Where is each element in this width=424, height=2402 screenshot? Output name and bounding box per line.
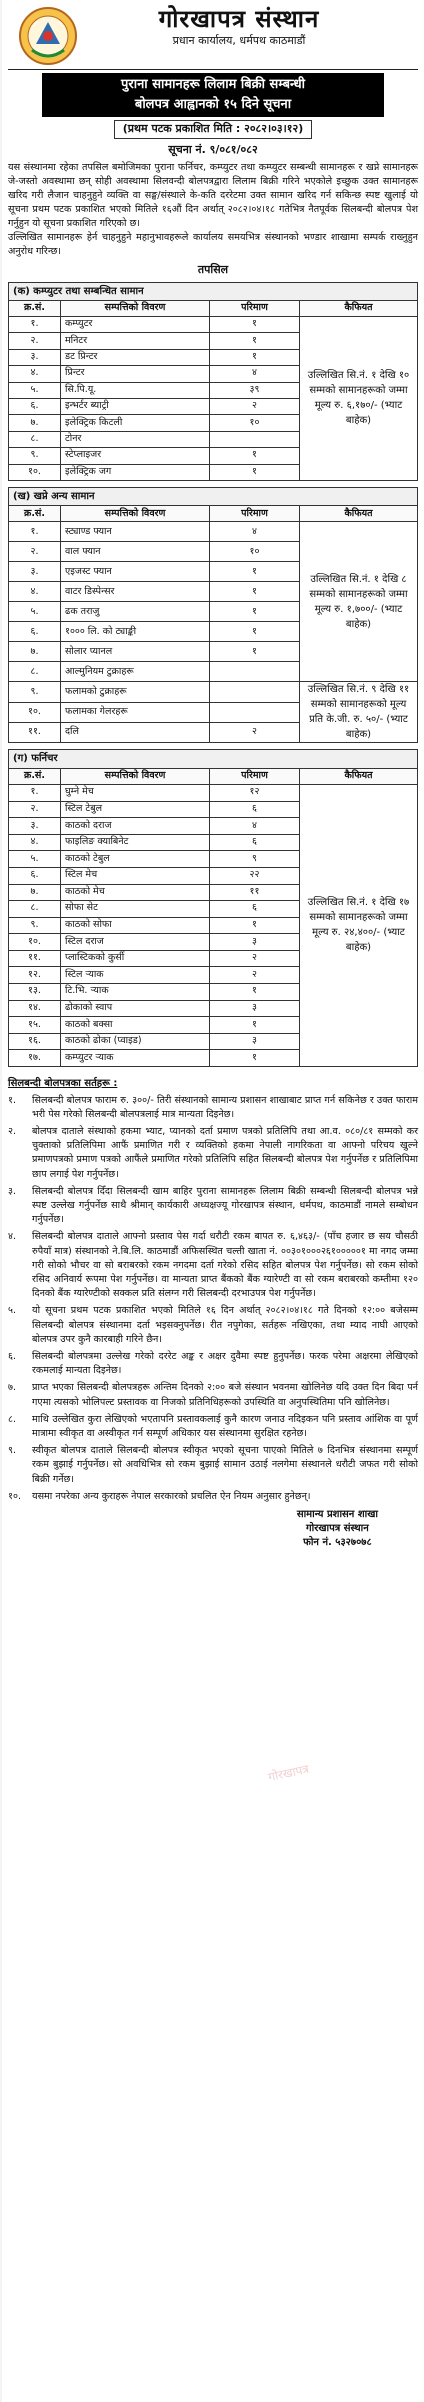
description-cell: फलामका गेलरहरू	[61, 702, 210, 722]
quantity-cell	[210, 682, 300, 702]
serial-cell: ६.	[9, 398, 61, 414]
col-quantity: परिमाण	[210, 506, 300, 522]
quantity-cell: ६	[210, 801, 300, 818]
description-cell: ढोकाको स्वाप	[61, 1000, 210, 1017]
term-number: २.	[8, 1125, 17, 1137]
description-cell: स्टिल मेच	[61, 867, 210, 884]
section-a-table	[8, 300, 418, 481]
serial-cell: ३.	[9, 349, 61, 365]
description-cell: काठको बक्सा	[61, 1017, 210, 1034]
term-item	[8, 1350, 418, 1378]
quantity-cell: २	[210, 950, 300, 967]
serial-cell: १५.	[9, 1017, 61, 1034]
emblem-seal-icon	[18, 6, 78, 66]
serial-cell: ७.	[9, 884, 61, 901]
serial-cell: १०.	[9, 464, 61, 480]
term-number: ९.	[8, 1445, 17, 1457]
quantity-cell: २	[210, 723, 300, 743]
table-header-row	[9, 768, 418, 784]
col-remark: कैफियत	[300, 506, 418, 522]
quantity-cell: ३	[210, 1000, 300, 1017]
quantity-cell: ३	[210, 1033, 300, 1050]
quantity-cell: ६	[210, 834, 300, 851]
serial-cell: ४.	[9, 834, 61, 851]
quantity-cell: १	[210, 602, 300, 622]
title-line-1: पुराना सामानहरू लिलाम बिक्री सम्बन्धी	[121, 77, 305, 92]
col-description: सम्पत्तिको विवरण	[61, 301, 210, 317]
col-remark: कैफियत	[300, 301, 418, 317]
tapsil-heading: तपसिल	[197, 262, 229, 276]
serial-cell: ५.	[9, 382, 61, 398]
serial-cell: १७.	[9, 1050, 61, 1067]
serial-cell: ३.	[9, 818, 61, 835]
description-cell: प्रिन्टर	[61, 366, 210, 382]
serial-cell: १.	[9, 522, 61, 542]
term-text: बोलपत्र दाताले संस्थाको हकमा भ्याट, प्यानको दर्ता प्रमाण पत्रको प्रतिलिपि तथा आ.व. ०८०/८१ सम्मको कर चुक्ताको प्रतिलिपिमा आफैं प्रमाणित गरी र व्यक्तिको हकमा नेपाली नागरिकता वा आफ्नो परिचय खुल्ने प्रमाणपत्रको प्रमाण पत्रको आफैंले प्रमाणित गरेको प्रतिलिपि सहित सिलबन्दी बोलपत्र पेश गर्नुपर्नेछ र प्रतिलिपिमा छाप लगाई पेश गर्नुपर्नेछ।	[32, 1125, 418, 1180]
quantity-cell: १०	[210, 415, 300, 431]
serial-cell: १०.	[9, 702, 61, 722]
description-cell: इन्भर्टर ब्याट्री	[61, 398, 210, 414]
term-number: १०.	[8, 1490, 22, 1502]
quantity-cell	[210, 431, 300, 447]
term-text: सिलबन्दी बोलपत्र दिँदा सिलबन्दी खाम बाहिर पुराना सामानहरू लिलाम बिक्री सम्बन्धी सिलबन्दी बोलपत्र भन्ने स्पष्ट उल्लेख गर्नुपर्नेछ साथै श्रीमान् कार्यकारी अध्यक्षज्यू गोरखापत्र संस्थान, धर्मपथ, काठमाडौं नामले सम्बोधन गर्नुपर्नेछ।	[32, 1185, 418, 1226]
term-text: यो सूचना प्रथम पटक प्रकाशित भएको मितिले १६ दिन अर्थात् २०८२।०४।१८ गते दिनको १२:०० बजेसम्म सिलबन्दी बोलपत्र संस्थानमा दर्ता भइसक्नुपर्नेछ। रीत नपुगेका, सर्तहरू नखिएका, तथा म्याद नाघी आएको बोलपत्र उपर कुनै कारबाही गरिने छैन।	[32, 1305, 418, 1345]
remark-cell: उल्लिखित सि.नं. १ देखि १७ सम्मको सामानहरूको जम्मा मूल्य रु. २४,४००/- (भ्याट बाहेक)	[300, 784, 418, 1066]
quantity-cell: ११	[210, 884, 300, 901]
col-remark: कैफियत	[300, 768, 418, 784]
header	[8, 4, 418, 66]
col-quantity: परिमाण	[210, 768, 300, 784]
description-cell: वाल फ्यान	[61, 542, 210, 562]
table-row	[9, 522, 418, 542]
description-cell: फाइलिङ क्याबिनेट	[61, 834, 210, 851]
serial-cell: ३.	[9, 562, 61, 582]
description-cell: स्टिल र्‍याक	[61, 967, 210, 984]
description-cell: काठको सोफा	[61, 917, 210, 934]
quantity-cell: ९	[210, 851, 300, 868]
term-text: प्राप्त भएका सिलबन्दी बोलपत्रहरू अन्तिम दिनको २:०० बजे संस्थान भवनमा खोलिनेछ यदि उक्त दिन बिदा पर्न गएमा त्यसको भोलिपल्ट प्रस्तावक वा निजको प्रतिनिधिहरूको उपस्थिति वा अनुपस्थितिमा पनि खोलिनेछ।	[32, 1382, 418, 1408]
quantity-cell: १	[210, 1050, 300, 1067]
serial-cell: १३.	[9, 984, 61, 1001]
term-item	[8, 1304, 418, 1347]
quantity-cell: १	[210, 562, 300, 582]
terms-heading: सिलबन्दी बोलपत्रका सर्तहरू :	[8, 1078, 118, 1090]
signature-line-2: गोरखापत्र संस्थान	[306, 1523, 369, 1535]
quantity-cell: १०	[210, 542, 300, 562]
quantity-cell: १	[210, 448, 300, 464]
serial-cell: ८.	[9, 901, 61, 918]
serial-cell: १०.	[9, 934, 61, 951]
col-description: सम्पत्तिको विवरण	[61, 768, 210, 784]
description-cell: दलि	[61, 723, 210, 743]
section-b-table	[8, 505, 418, 743]
description-cell: मनिटर	[61, 333, 210, 349]
section-c-table	[8, 768, 418, 1067]
serial-cell: १४.	[9, 1000, 61, 1017]
description-cell: स्टेप्लाइजर	[61, 448, 210, 464]
term-number: ३.	[8, 1185, 17, 1197]
term-text: स्वीकृत बोलपत्र दाताले सिलबन्दी बोलपत्र स्वीकृत भएको सूचना पाएको मितिले ७ दिनभित्र संस्थानमा सम्पूर्ण रकम बुझाई गर्नुपर्नेछ। सो अवधिभित्र सो रकम बुझाई सामान उठाई नलगेमा संस्थानले धरौटी जफत गरी सोको बिक्री गर्नेछ।	[32, 1445, 418, 1485]
term-text: सिलबन्दी बोलपत्र दाताले आफ्नो प्रस्ताव पेस गर्दा धरौटी रकम बापत रु. ६,४६३/- (पाँच हजार छ सय चौसठी रुपैयाँ मात्र) संस्थानको ने.बि.लि. काठमाडौं अफिसस्थित चल्ती खाता नं. ००३०१०००२६१०००००१ मा नगद जम्मा गरी सोको भौचर वा सो बराबरको रकम नगदमा दर्ता गरेको रसिद सहित बोलपत्र पेश गर्नुपर्नेछ। सो रकम सोको रसिद अनिवार्य रूपमा पेश गर्नुपर्नेछ। वा मान्यता प्राप्त बैंकको बैंक ग्यारेण्टी वा सो रकम बराबरको कम्तीमा १२० दिनको बैंक ग्यारेण्टीको सक्कल प्रति संलग्न गरी सिलबन्दी दरभाउपत्र पेश गर्नुपर्नेछ।	[32, 1231, 418, 1300]
serial-cell: २.	[9, 542, 61, 562]
term-text: सिलबन्दी बोलपत्रमा उल्लेख गरेको दररेट अङ्क र अक्षर दुवैमा स्पष्ट हुनुपर्नेछ। फरक परेमा अक्षरमा लेखिएको रकमलाई मान्यता दिइनेछ।	[32, 1350, 418, 1377]
serial-cell: १२.	[9, 967, 61, 984]
description-cell: एइजस्ट फ्यान	[61, 562, 210, 582]
serial-cell: २.	[9, 333, 61, 349]
publish-date-box	[8, 120, 418, 139]
serial-cell: ४.	[9, 582, 61, 602]
quantity-cell: १	[210, 333, 300, 349]
quantity-cell	[210, 702, 300, 722]
serial-cell: ८.	[9, 431, 61, 447]
remark-cell: उल्लिखित सि.नं. ९ देखि ११ सम्मको सामानहरूको मूल्य प्रति के.जी. रु. ५०/- (भ्याट बाहेक)	[300, 682, 418, 743]
term-text: माथि उल्लेखित कुरा लेखिएको भएतापनि प्रस्तावकलाई कुनै कारण जनाउ नदिइकन पनि प्रस्ताव आंशिक वा पूर्ण मात्रामा स्वीकृत वा अस्वीकृत गर्न सम्पूर्ण अधिकार यस संस्थानमा सुरक्षित रहनेछ।	[32, 1413, 418, 1439]
term-item	[8, 1125, 418, 1182]
description-cell: घुम्ने मेच	[61, 784, 210, 801]
description-cell: कम्प्युटर	[61, 317, 210, 333]
description-cell: इलेक्ट्रिक जग	[61, 464, 210, 480]
quantity-cell: १२	[210, 784, 300, 801]
description-cell: स्ट्याण्ड फ्यान	[61, 522, 210, 542]
serial-cell: ५.	[9, 851, 61, 868]
term-item	[8, 1381, 418, 1409]
quantity-cell: ६	[210, 901, 300, 918]
description-cell: इलेक्ट्रिक किटली	[61, 415, 210, 431]
serial-cell: ५.	[9, 602, 61, 622]
quantity-cell: १	[210, 642, 300, 662]
description-cell: काठको मेच	[61, 884, 210, 901]
col-quantity: परिमाण	[210, 301, 300, 317]
quantity-cell	[210, 662, 300, 682]
signature-block	[8, 1508, 418, 1550]
quantity-cell: ३९	[210, 382, 300, 398]
quantity-cell: १	[210, 1017, 300, 1034]
quantity-cell: ४	[210, 366, 300, 382]
serial-cell: ७.	[9, 642, 61, 662]
term-item	[8, 1094, 418, 1122]
term-number: ४.	[8, 1231, 17, 1243]
signature-line-1: सामान्य प्रशासन शाखा	[296, 1509, 378, 1521]
term-item	[8, 1490, 418, 1504]
quantity-cell: १	[210, 917, 300, 934]
quantity-cell: २२	[210, 867, 300, 884]
description-cell: डट प्रिन्टर	[61, 349, 210, 365]
description-cell: स्टिल दराज	[61, 934, 210, 951]
table-row	[9, 784, 418, 801]
quantity-cell: १	[210, 622, 300, 642]
description-cell: प्लास्टिकको कुर्सी	[61, 950, 210, 967]
serial-cell: ११.	[9, 950, 61, 967]
description-cell: काठको ढोका (प्वाइड)	[61, 1033, 210, 1050]
description-cell: काठको दराज	[61, 818, 210, 835]
serial-cell: ९.	[9, 917, 61, 934]
signature-line-3: फोन नं. ५३२७०७८	[303, 1537, 372, 1549]
notice-title	[42, 73, 384, 117]
description-cell: वाटर डिस्पेन्सर	[61, 582, 210, 602]
publish-date: (प्रथम पटक प्रकाशित मिति : २०८२।०३।१२)	[114, 120, 313, 139]
term-number: ६.	[8, 1350, 17, 1362]
section-a-heading: (क) कम्प्युटर तथा सम्बन्धित सामान	[8, 282, 418, 301]
serial-cell: ८.	[9, 662, 61, 682]
col-serial: क्र.सं.	[9, 506, 61, 522]
description-cell: ढक तराजु	[61, 602, 210, 622]
quantity-cell: १	[210, 317, 300, 333]
description-cell: टोनर	[61, 431, 210, 447]
serial-cell: १६.	[9, 1033, 61, 1050]
quantity-cell: ४	[210, 818, 300, 835]
table-row	[9, 317, 418, 333]
term-number: ५.	[8, 1305, 17, 1317]
section-c-heading: (ग) फर्निचर	[8, 749, 418, 768]
serial-cell: ९.	[9, 682, 61, 702]
quantity-cell: १	[210, 582, 300, 602]
table-header-row	[9, 506, 418, 522]
description-cell: स्टिल टेबुल	[61, 801, 210, 818]
term-item	[8, 1413, 418, 1441]
col-description: सम्पत्तिको विवरण	[61, 506, 210, 522]
serial-cell: ६.	[9, 622, 61, 642]
col-serial: क्र.सं.	[9, 301, 61, 317]
term-text: सिलबन्दी बोलपत्र फाराम रु. ३००/- तिरी संस्थानको सामान्य प्रशासन शाखाबाट प्राप्त गर्न सकिनेछ र उक्त फाराम भरी पेस गरेको सिलबन्दी बोलपत्रलाई मात्र मान्यता दिइनेछ।	[32, 1094, 418, 1120]
term-number: ७.	[8, 1382, 17, 1394]
quantity-cell: १	[210, 984, 300, 1001]
quantity-cell: २	[210, 398, 300, 414]
term-number: १.	[8, 1094, 17, 1106]
description-cell: सोलार प्यानल	[61, 642, 210, 662]
description-cell: कम्प्युटर र्‍याक	[61, 1050, 210, 1067]
term-item	[8, 1230, 418, 1301]
term-item	[8, 1444, 418, 1487]
remark-cell: उल्लिखित सि.नं. १ देखि ८ सम्मको सामानहरूको जम्मा मूल्य रु. १,७००/- (भ्याट बाहेक)	[300, 522, 418, 682]
serial-cell: १.	[9, 784, 61, 801]
quantity-cell: २	[210, 967, 300, 984]
title-line-2: बोलपत्र आह्वानको १५ दिने सूचना	[134, 97, 292, 112]
serial-cell: ११.	[9, 723, 61, 743]
terms-list	[8, 1094, 418, 1504]
description-cell: काठको टेबुल	[61, 851, 210, 868]
remark-cell: उल्लिखित सि.नं. १ देखि १० सम्मको सामानहरूको जम्मा मूल्य रु. ६,१७०/- (भ्याट बाहेक)	[300, 317, 418, 481]
quantity-cell: १	[210, 349, 300, 365]
notice-number: सूचना नं. ९/०८१/०८२	[168, 142, 258, 156]
quantity-cell: १	[210, 464, 300, 480]
description-cell: सि.पि.यू.	[61, 382, 210, 398]
organization-address: प्रधान कार्यालय, धर्मपथ काठमाडौं	[172, 34, 306, 47]
col-serial: क्र.सं.	[9, 768, 61, 784]
inspection-paragraph: उल्लिखित सामानहरू हेर्न चाहनुहुने महानुभावहरूले कार्यालय समयभित्र संस्थानको भण्डार शाखामा सम्पर्क राख्नुहुन अनुरोध गरिन्छ।	[8, 231, 418, 257]
description-cell: फलामको टुक्राहरू	[61, 682, 210, 702]
table-row	[9, 682, 418, 702]
intro-paragraph: यस संस्थानमा रहेका तपसिल बमोजिमका पुराना फर्निचर, कम्प्युटर तथा कम्प्युटर सम्बन्धी सामानहरू र खप्ने सामानहरू जे-जस्तो अवस्थामा छन् सोही अवस्थामा सिलवन्दी बोलपत्रद्वारा लिलाम बिक्री गरिने भएकोले इच्छुक उक्त सामानहरू खरिद गरी लैजान चाहनुहुने व्यक्ति वा सङ्घ/संस्थाले के-कति दररेटमा उक्त सामान खरिद गर्न सकिन्छ स्पष्ट खुलाई यो सूचना प्रथम पटक प्रकाशित भएको मितिले १६औं दिन अर्थात् २०८२।०४।१८ गतेभित्र नैतपूर्वक सिलबन्दी बोलपत्र पेश गर्नुहुन यो सूचना प्रकाशित गरिएको छ।	[8, 161, 418, 229]
organization-name: गोरखापत्र संस्थान	[158, 4, 320, 33]
term-number: ८.	[8, 1413, 17, 1425]
term-item	[8, 1185, 418, 1228]
serial-cell: २.	[9, 801, 61, 818]
serial-cell: ७.	[9, 415, 61, 431]
header-divider	[8, 69, 418, 70]
section-b-heading: (ख) खप्ने अन्य सामान	[8, 487, 418, 506]
description-cell: १००० लि. को ट्याङ्की	[61, 622, 210, 642]
watermark: गोरखापत्र	[266, 1761, 310, 1785]
quantity-cell: ४	[210, 522, 300, 542]
serial-cell: १.	[9, 317, 61, 333]
serial-cell: ६.	[9, 867, 61, 884]
description-cell: सोफा सेट	[61, 901, 210, 918]
serial-cell: ९.	[9, 448, 61, 464]
table-header-row	[9, 301, 418, 317]
description-cell: आल्मुनियम टुक्राहरू	[61, 662, 210, 682]
quantity-cell: ३	[210, 934, 300, 951]
term-text: यसमा नपरेका अन्य कुराहरू नेपाल सरकारको प्रचलित ऐन नियम अनुसार हुनेछन्।	[32, 1490, 311, 1502]
serial-cell: ४.	[9, 366, 61, 382]
description-cell: टि.भि. र्‍याक	[61, 984, 210, 1001]
